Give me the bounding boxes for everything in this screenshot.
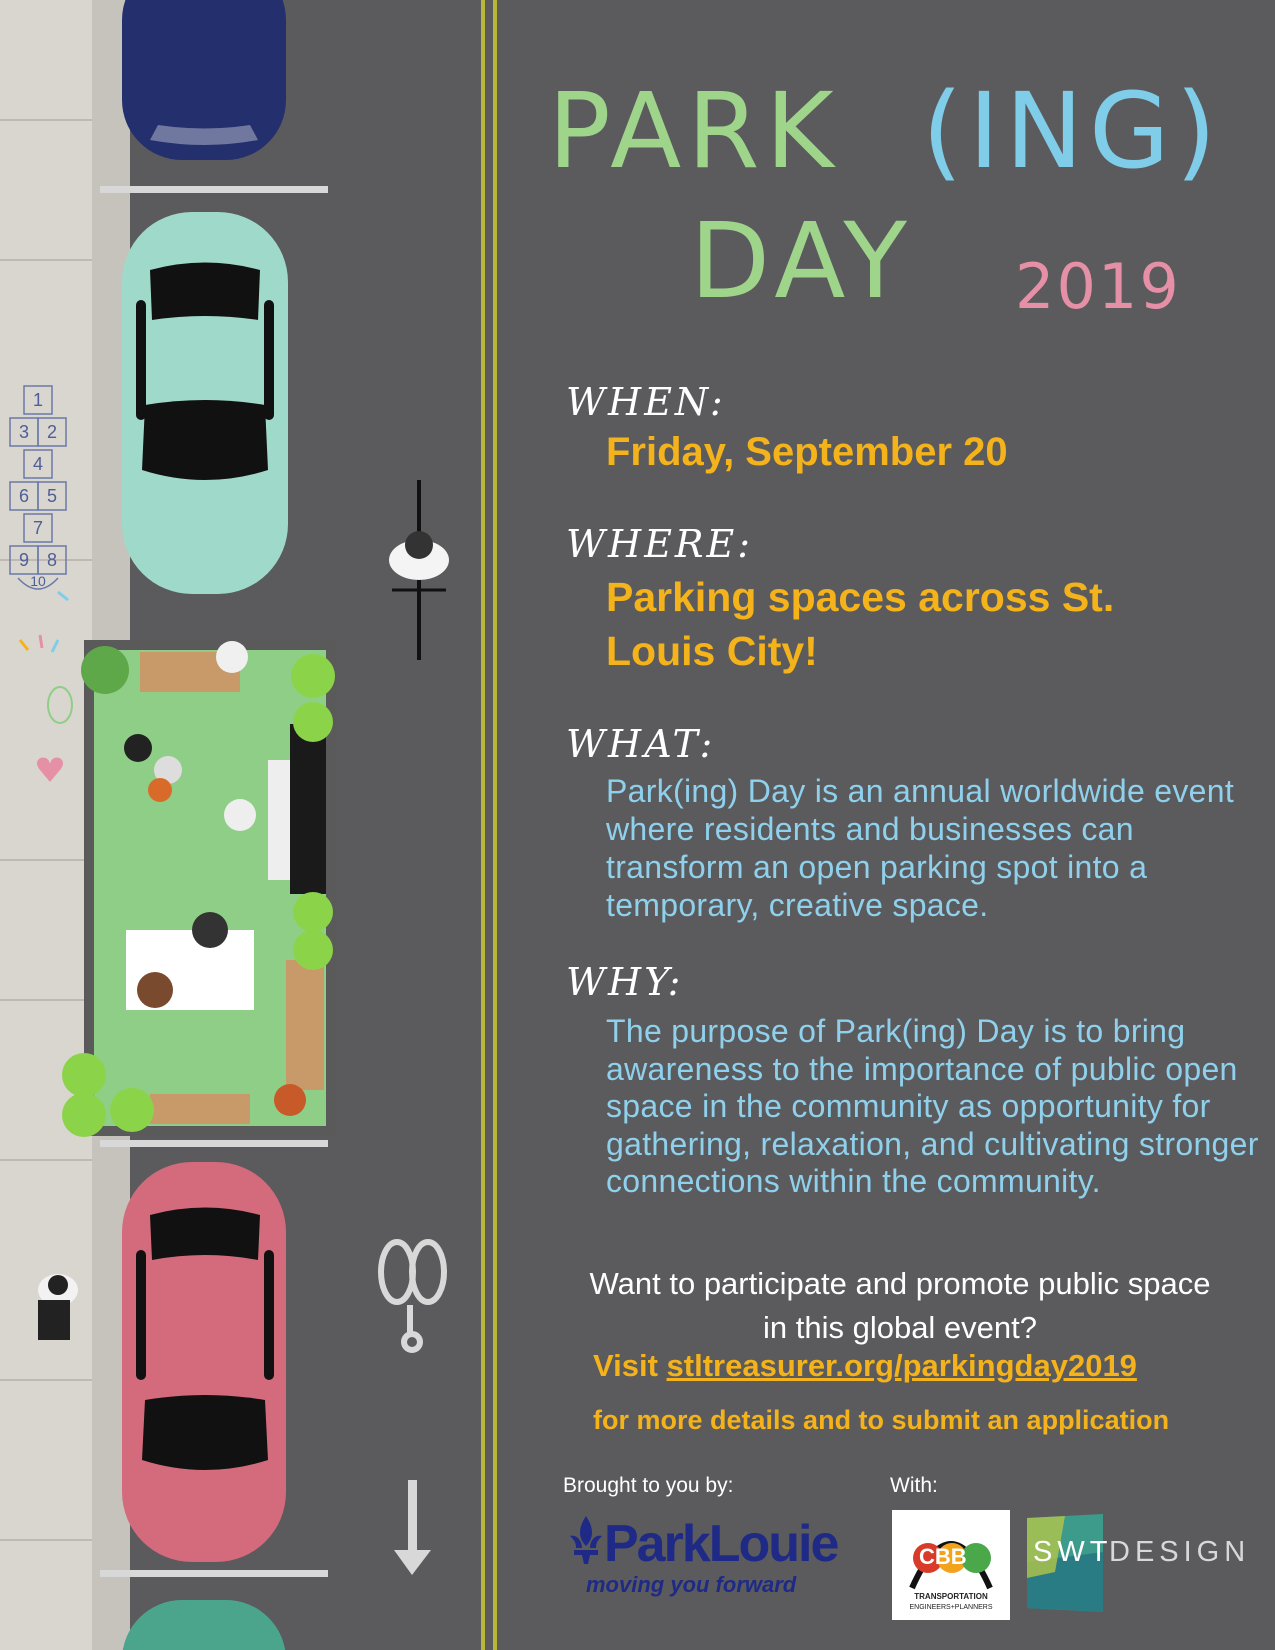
details-text: for more details and to submit an application (593, 1405, 1170, 1435)
hopscotch-number: 8 (46, 550, 58, 570)
hopscotch-number: 6 (18, 486, 30, 506)
car-icon (122, 212, 288, 594)
cbb-line2: ENGINEERS+PLANNERS (909, 1604, 993, 1611)
hopscotch-number: 5 (46, 486, 58, 506)
where-label: WHERE: (566, 522, 754, 566)
parklouie-name: ParkLouie (604, 1515, 838, 1573)
what-description: Park(ing) Day is an annual worldwide event where residents and businesses can transform an open parking spot into a temporary, creative space. (606, 773, 1235, 923)
parklet (62, 640, 336, 1137)
title-ing: (ING) (922, 70, 1223, 192)
website-link[interactable]: stltreasurer.org/parkingday2019 (666, 1348, 1137, 1383)
sidewalk (0, 0, 92, 1650)
visit-line (593, 1348, 1243, 1384)
title-park: PARK (548, 70, 840, 192)
plant-icon (81, 646, 129, 694)
title-year: 2019 (1015, 250, 1181, 323)
hopscotch-number: 1 (32, 390, 44, 410)
plant-icon (110, 1088, 154, 1132)
center-line-left (481, 0, 485, 1650)
cbb-letters: CBB (919, 1544, 967, 1569)
piano-icon (290, 724, 326, 894)
hopscotch-number: 7 (32, 518, 44, 538)
cta-question: Want to participate and promote public space in this global event? (589, 1266, 1211, 1345)
why-description: The purpose of Park(ing) Day is to bring awareness to the importance of public open space in the community as opportunity for gathering, relaxation, and cultivating stronger connections within the community. (606, 1013, 1259, 1199)
why-label: WHY: (566, 960, 684, 1004)
visit-prefix: Visit (593, 1348, 658, 1383)
bench-icon (150, 1094, 250, 1124)
parklouie-logo (566, 1514, 856, 1606)
hopscotch-number: 3 (18, 422, 30, 442)
hopscotch-number: 2 (46, 422, 58, 442)
with-label: With: (890, 1474, 938, 1497)
swt-name: SWT (1033, 1536, 1113, 1568)
center-line-right (493, 0, 497, 1650)
cbb-line1: TRANSPORTATION (914, 1592, 988, 1601)
plant-icon (293, 702, 333, 742)
cbb-logo (892, 1510, 1010, 1620)
where-value: Parking spaces across St. Louis City! (606, 574, 1115, 674)
plant-icon (293, 930, 333, 970)
swt-design-logo (1025, 1512, 1251, 1620)
plant-icon (62, 1093, 106, 1137)
parklouie-tagline: moving you forward (586, 1572, 797, 1597)
what-label: WHAT: (566, 722, 716, 766)
brought-label: Brought to you by: (563, 1474, 734, 1497)
title-day: DAY (690, 200, 913, 322)
hopscotch-number: 10 (30, 573, 46, 589)
plant-icon (291, 654, 335, 698)
plant-icon (62, 1053, 106, 1097)
bench-icon (286, 960, 324, 1090)
when-value: Friday, September 20 (606, 430, 1008, 474)
hopscotch-number: 9 (18, 550, 30, 570)
hopscotch-number: 4 (32, 454, 44, 474)
fleur-de-lis-icon (566, 1514, 606, 1566)
plant-icon (293, 892, 333, 932)
car-icon (122, 1162, 286, 1562)
swt-design-text: DESIGN (1109, 1536, 1251, 1568)
when-label: WHEN: (566, 380, 726, 424)
car-icon (122, 0, 286, 160)
